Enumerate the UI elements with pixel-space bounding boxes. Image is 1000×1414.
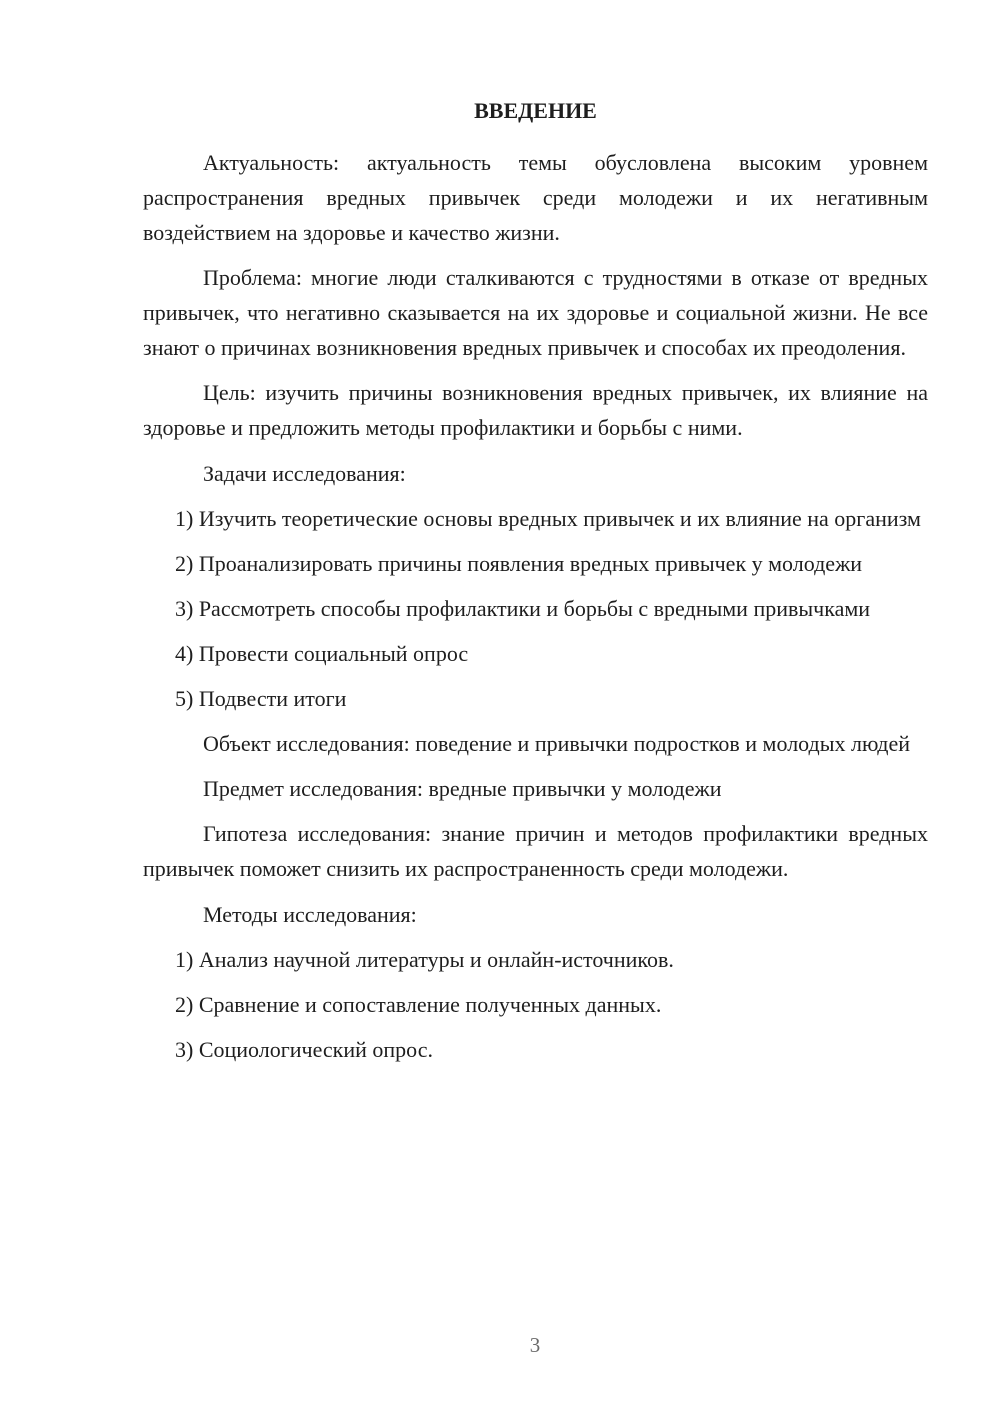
task-item: 5) Подвести итоги: [175, 686, 347, 711]
paragraph-object: Объект исследования: поведение и привычки подростков и молодых людей: [203, 731, 911, 756]
paragraph-hypothesis: Гипотеза исследования: знание причин и методов профилактики вредных привычек поможет снизить их распространенность среди молодежи.: [143, 821, 928, 881]
paragraph-problem: Проблема: многие люди сталкиваются с трудностями в отказе от вредных привычек, что негативно сказывается на их здоровье и социальной жизни. Не все знают о причинах возникновения вредных привычек и способах их преодоления.: [143, 265, 928, 360]
page-number: 3: [529, 1333, 541, 1357]
tasks-heading: Задачи исследования:: [203, 461, 406, 486]
method-item: 1) Анализ научной литературы и онлайн-источников.: [175, 947, 674, 972]
task-item: 2) Проанализировать причины появления вредных привычек у молодежи: [175, 551, 863, 576]
method-item: 2) Сравнение и сопоставление полученных данных.: [175, 992, 662, 1017]
methods-heading: Методы исследования:: [203, 902, 417, 927]
task-item: 1) Изучить теоретические основы вредных привычек и их влияние на организм: [175, 506, 921, 531]
paragraph-subject: Предмет исследования: вредные привычки у молодежи: [203, 776, 722, 801]
document-body: [143, 145, 928, 1067]
method-item: 3) Социологический опрос.: [175, 1037, 433, 1062]
paragraph-relevance: Актуальность: актуальность темы обусловлена высоким уровнем распространения вредных привычек среди молодежи и их негативным воздействием на здоровье и качество жизни.: [143, 150, 928, 245]
paragraph-goal: Цель: изучить причины возникновения вредных привычек, их влияние на здоровье и предложить методы профилактики и борьбы с ними.: [143, 380, 928, 440]
section-title: ВВЕДЕНИЕ: [474, 98, 597, 123]
task-item: 4) Провести социальный опрос: [175, 641, 469, 666]
task-item: 3) Рассмотреть способы профилактики и борьбы с вредными привычками: [175, 596, 871, 621]
